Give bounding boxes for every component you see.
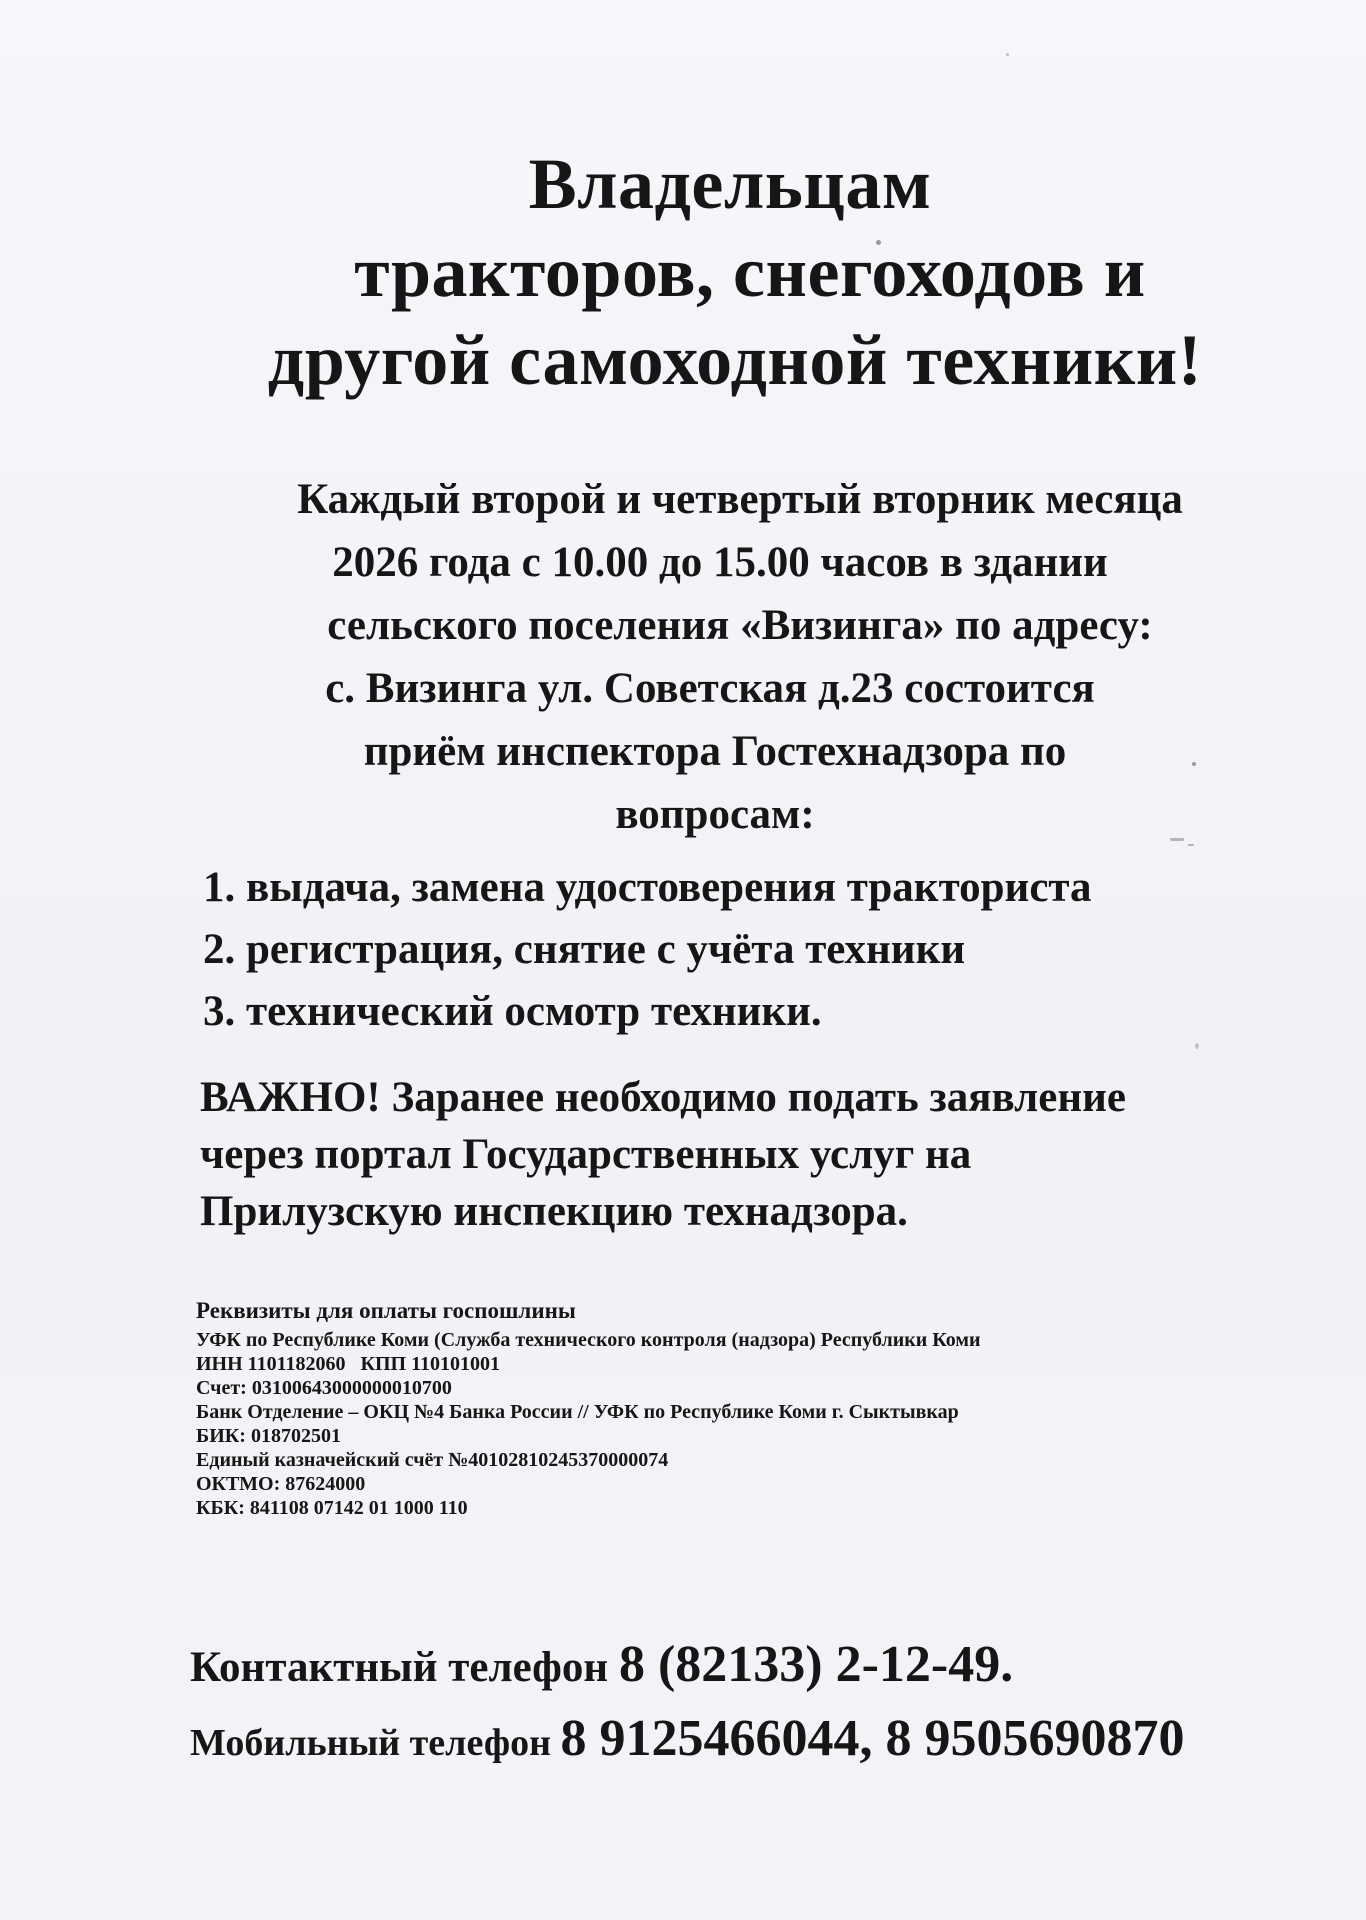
intro-line: приём инспектора Гостехнадзора по [363, 728, 1067, 775]
mobile-label: Мобильный телефон [190, 1722, 551, 1764]
important-notice [200, 1069, 1126, 1240]
scan-speck [1006, 53, 1009, 56]
title-line-3: другой самоходной техники! [267, 320, 1203, 400]
list-item: 1. выдача, замена удостоверения тракториста [203, 864, 1092, 911]
requisites-line: Счет: 03100643000000010700 [196, 1377, 452, 1399]
phone-number: 8 (82133) 2-12-49. [618, 1636, 1014, 1693]
important-line: через портал Государственных услуг на [200, 1131, 972, 1178]
list-item: 3. технический осмотр техники. [203, 988, 822, 1035]
payment-requisites [196, 1296, 981, 1520]
requisites-line: ОКТМО: 87624000 [196, 1473, 366, 1495]
notice-title [150, 140, 1280, 404]
scan-speck [1195, 1043, 1199, 1049]
intro-line: вопросам: [615, 791, 815, 838]
requisites-line: ИНН 1101182060 КПП 110101001 [196, 1353, 500, 1375]
requisites-line: Единый казначейский счёт №40102810245370000074 [196, 1449, 669, 1471]
contact-phone-line [190, 1630, 1185, 1703]
contacts-block [190, 1630, 1185, 1779]
requisites-line: УФК по Республике Коми (Служба технического контроля (надзора) Республики Коми [196, 1329, 981, 1351]
important-line: Прилузскую инспекцию технадзора. [200, 1188, 908, 1235]
intro-line: Каждый второй и четвертый вторник месяца [297, 476, 1183, 523]
important-line: ВАЖНО! Заранее необходимо подать заявление [200, 1074, 1126, 1121]
requisites-title: Реквизиты для оплаты госпошлины [196, 1298, 576, 1323]
requisites-line: КБК: 841108 07142 01 1000 110 [196, 1497, 468, 1519]
services-list [203, 857, 1092, 1043]
list-item: 2. регистрация, снятие с учёта техники [203, 926, 966, 973]
requisites-line: Банк Отделение – ОКЦ №4 Банка России // УФК по Республике Коми г. Сыктывкар [196, 1401, 959, 1423]
mobile-phone-line [190, 1703, 1185, 1779]
phone-label: Контактный телефон [190, 1644, 609, 1691]
requisites-line: БИК: 018702501 [196, 1425, 341, 1447]
title-line-1: Владельцам [528, 144, 932, 224]
intro-line: 2026 года с 10.00 до 15.00 часов в здании [332, 539, 1108, 586]
intro-line: с. Визинга ул. Советская д.23 состоится [325, 665, 1095, 712]
schedule-paragraph [200, 468, 1280, 846]
intro-line: сельского поселения «Визинга» по адресу: [327, 602, 1153, 649]
mobile-numbers: 8 9125466044, 8 9505690870 [560, 1710, 1185, 1767]
title-line-2: тракторов, снегоходов и [354, 232, 1146, 312]
